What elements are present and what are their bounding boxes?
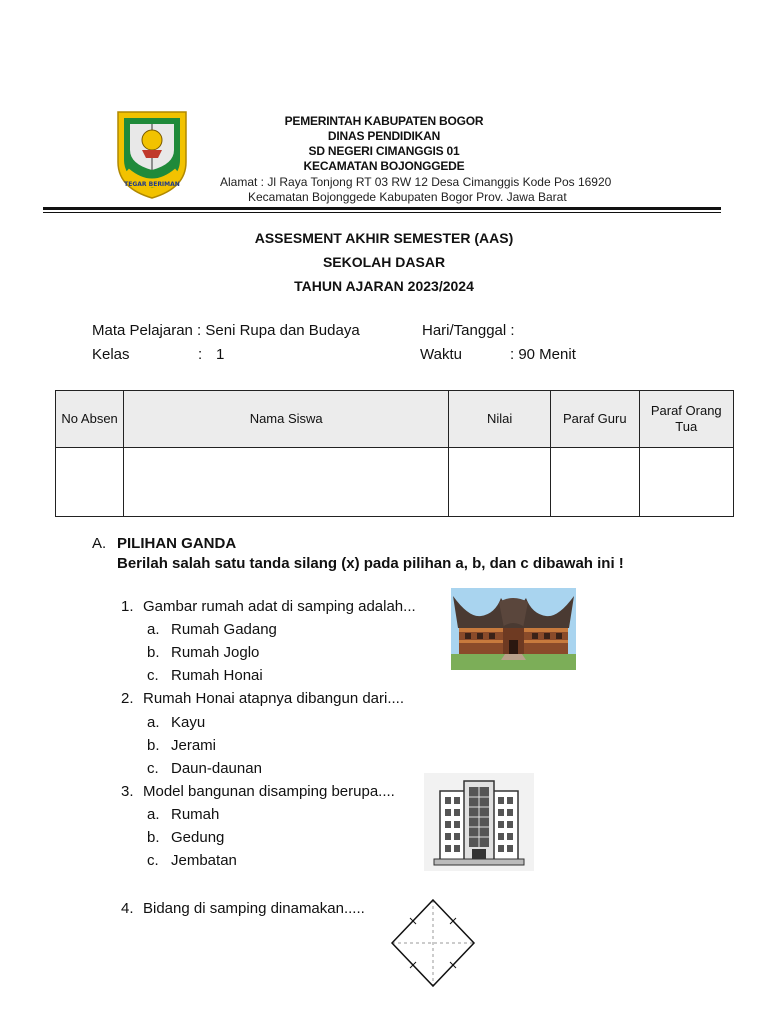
header-line-2: DINAS PENDIDIKAN (327, 129, 441, 143)
cell-paraf-guru[interactable] (551, 448, 639, 517)
question-3-option-c-letter[interactable]: c. (147, 852, 159, 869)
time-value: : 90 Menit (510, 346, 576, 363)
rhombus-image (388, 896, 478, 990)
date-label: Hari/Tanggal : (422, 322, 515, 339)
question-3-number: 3. (121, 783, 134, 800)
section-instruction: Berilah salah satu tanda silang (x) pada pilihan a, b, dan c dibawah ini ! (117, 555, 624, 572)
section-letter: A. (92, 535, 107, 552)
class-value: 1 (216, 346, 225, 363)
time-label: Waktu (420, 346, 462, 363)
header-paraf-orang-tua: Paraf Orang Tua (639, 391, 733, 448)
question-1-option-c[interactable]: Rumah Honai (171, 667, 263, 684)
table-row (56, 448, 734, 517)
header-divider-thin (43, 212, 721, 213)
question-1-option-b[interactable]: Rumah Joglo (171, 644, 260, 661)
question-1-text: Gambar rumah adat di samping adalah... (143, 598, 416, 615)
question-2-option-a[interactable]: Kayu (171, 714, 206, 731)
header-line-4: KECAMATAN BOJONGGEDE (303, 159, 465, 173)
cell-nilai[interactable] (449, 448, 551, 517)
header-line-3: SD NEGERI CIMANGGIS 01 (308, 144, 460, 158)
cell-paraf-orang-tua[interactable] (639, 448, 733, 517)
class-colon: : (198, 346, 203, 363)
building-image (424, 773, 534, 871)
question-2-option-b-letter[interactable]: b. (147, 737, 160, 754)
question-1-option-b-letter[interactable]: b. (147, 644, 160, 661)
question-3-option-a[interactable]: Rumah (171, 806, 220, 823)
section-title: PILIHAN GANDA (117, 535, 237, 552)
question-2-option-c-letter[interactable]: c. (147, 760, 159, 777)
question-1-number: 1. (121, 598, 134, 615)
header-no-absen: No Absen (56, 391, 124, 448)
question-1-option-a-letter[interactable]: a. (147, 621, 160, 638)
question-2-option-b[interactable]: Jerami (171, 737, 217, 754)
question-1-option-a[interactable]: Rumah Gadang (171, 621, 277, 638)
rumah-gadang-image (451, 588, 576, 670)
exam-school-level: SEKOLAH DASAR (322, 254, 446, 270)
question-3-option-a-letter[interactable]: a. (147, 806, 160, 823)
cell-no-absen[interactable] (56, 448, 124, 517)
table-header-row (56, 391, 734, 448)
question-2-option-c[interactable]: Daun-daunan (171, 760, 262, 777)
question-3-option-b[interactable]: Gedung (171, 829, 225, 846)
header-address-1: Alamat : Jl Raya Tonjong RT 03 RW 12 Desa Cimanggis Kode Pos 16920 (220, 175, 612, 189)
header-nama-siswa: Nama Siswa (124, 391, 449, 448)
question-3-text: Model bangunan disamping berupa.... (143, 783, 395, 800)
header-address-2: Kecamatan Bojonggede Kabupaten Bogor Prov. Jawa Barat (248, 190, 567, 204)
exam-academic-year: TAHUN AJARAN 2023/2024 (294, 278, 474, 294)
header-divider (43, 207, 721, 210)
subject-label: Mata Pelajaran : Seni Rupa dan Budaya (92, 322, 360, 339)
header-paraf-guru: Paraf Guru (551, 391, 639, 448)
cell-nama-siswa[interactable] (124, 448, 449, 517)
question-1-option-c-letter[interactable]: c. (147, 667, 159, 684)
exam-title: ASSESMENT AKHIR SEMESTER (AAS) (254, 230, 514, 246)
logo-motto: TEGAR BERIMAN (124, 181, 180, 188)
question-2-text: Rumah Honai atapnya dibangun dari.... (143, 690, 405, 707)
class-label: Kelas (92, 346, 130, 363)
header-line-1: PEMERINTAH KABUPATEN BOGOR (284, 114, 484, 128)
question-3-option-c[interactable]: Jembatan (171, 852, 237, 869)
question-4-text: Bidang di samping dinamakan..... (143, 900, 365, 917)
student-identity-table (55, 390, 734, 517)
question-2-option-a-letter[interactable]: a. (147, 714, 160, 731)
question-4-number: 4. (121, 900, 134, 917)
question-2-number: 2. (121, 690, 134, 707)
header-nilai: Nilai (449, 391, 551, 448)
question-3-option-b-letter[interactable]: b. (147, 829, 160, 846)
